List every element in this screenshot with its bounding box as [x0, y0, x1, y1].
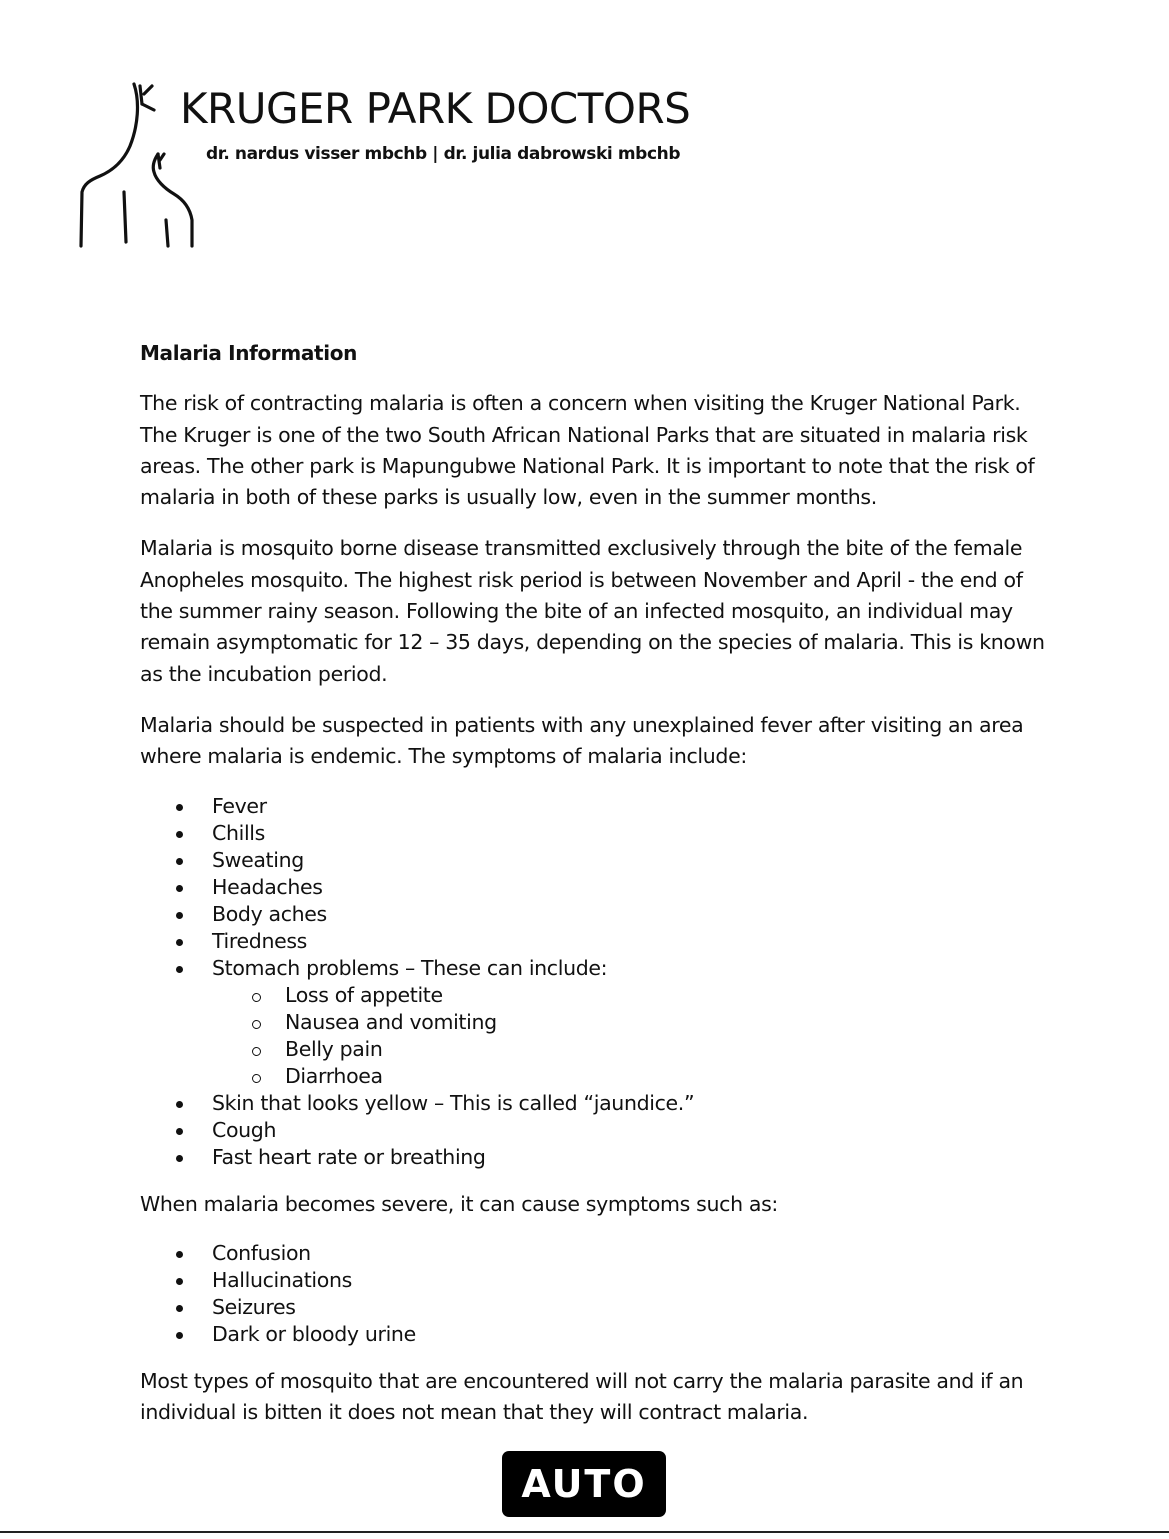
- list-item: Dark or bloody urine: [140, 1321, 1055, 1348]
- brand-subtitle: dr. nardus visser mbchb | dr. julia dabrowski mbchb: [206, 144, 681, 164]
- bullet-icon: [176, 804, 183, 811]
- page-bottom-divider: [0, 1531, 1169, 1533]
- list-item: Fever: [140, 793, 1055, 820]
- list-item: Hallucinations: [140, 1267, 1055, 1294]
- bullet-icon: [176, 1251, 183, 1258]
- list-item: Confusion: [140, 1240, 1055, 1267]
- severe-symptoms-list: [140, 1240, 1055, 1348]
- bullet-icon: [176, 1278, 183, 1285]
- circle-bullet-icon: [252, 1047, 261, 1056]
- bullet-icon: [176, 912, 183, 919]
- document-body: [140, 338, 1055, 1448]
- list-item: Skin that looks yellow – This is called “jaundice.”: [140, 1090, 1055, 1117]
- bullet-icon: [176, 1101, 183, 1108]
- bullet-icon: [176, 966, 183, 973]
- symptoms-list: [140, 793, 1055, 1171]
- sub-list-item: Loss of appetite: [212, 982, 1055, 1009]
- paragraph-severe-intro: When malaria becomes severe, it can cause symptoms such as:: [140, 1191, 778, 1216]
- list-item: Sweating: [140, 847, 1055, 874]
- paragraph-symptoms-intro: Malaria should be suspected in patients with any unexplained fever after visiting an area where malaria is endemic. The symptoms of malaria include:: [140, 712, 1024, 769]
- bullet-icon: [176, 1305, 183, 1312]
- paragraph-closing: Most types of mosquito that are encountered will not carry the malaria parasite and if an individual is bitten it does not mean that they will contract malaria.: [140, 1368, 1024, 1425]
- paragraph-intro: The risk of contracting malaria is often a concern when visiting the Kruger National Park. The Kruger is one of the two South African National Parks that are situated in malaria risk areas. The other park is Mapungubwe National Park. It is important to note that the risk of malaria in both of these parks is usually low, even in the summer months.: [140, 391, 1035, 510]
- brand-title: KRUGER PARK DOCTORS: [180, 84, 691, 133]
- list-item: Fast heart rate or breathing: [140, 1144, 1055, 1171]
- bullet-icon: [176, 858, 183, 865]
- list-item: Tiredness: [140, 928, 1055, 955]
- bullet-icon: [176, 1155, 183, 1162]
- bullet-icon: [176, 831, 183, 838]
- sub-list-item: Belly pain: [212, 1036, 1055, 1063]
- list-item: Stomach problems – These can include: Loss of appetite Nausea and vomiting Belly pain Diarrhoea: [140, 955, 1055, 1090]
- auto-button[interactable]: AUTO: [502, 1451, 666, 1517]
- bullet-icon: [176, 1332, 183, 1339]
- list-item: Headaches: [140, 874, 1055, 901]
- sub-list-item: Nausea and vomiting: [212, 1009, 1055, 1036]
- circle-bullet-icon: [252, 1020, 261, 1029]
- bullet-icon: [176, 1128, 183, 1135]
- list-item: Seizures: [140, 1294, 1055, 1321]
- list-item: Chills: [140, 820, 1055, 847]
- sub-list-item: Diarrhoea: [212, 1063, 1055, 1090]
- stomach-sublist: [212, 982, 1055, 1090]
- bullet-icon: [176, 885, 183, 892]
- circle-bullet-icon: [252, 993, 261, 1002]
- bullet-icon: [176, 939, 183, 946]
- list-item: Cough: [140, 1117, 1055, 1144]
- section-heading: Malaria Information: [140, 341, 357, 365]
- circle-bullet-icon: [252, 1074, 261, 1083]
- list-item: Body aches: [140, 901, 1055, 928]
- paragraph-transmission: Malaria is mosquito borne disease transmitted exclusively through the bite of the female Anopheles mosquito. The highest risk period is between November and April - the end of the summer rainy season. Following the bite of an infected mosquito, an individual may remain asymptomatic for 12 – 35 days, depending on the species of malaria. This is known as the incubation period.: [140, 536, 1045, 686]
